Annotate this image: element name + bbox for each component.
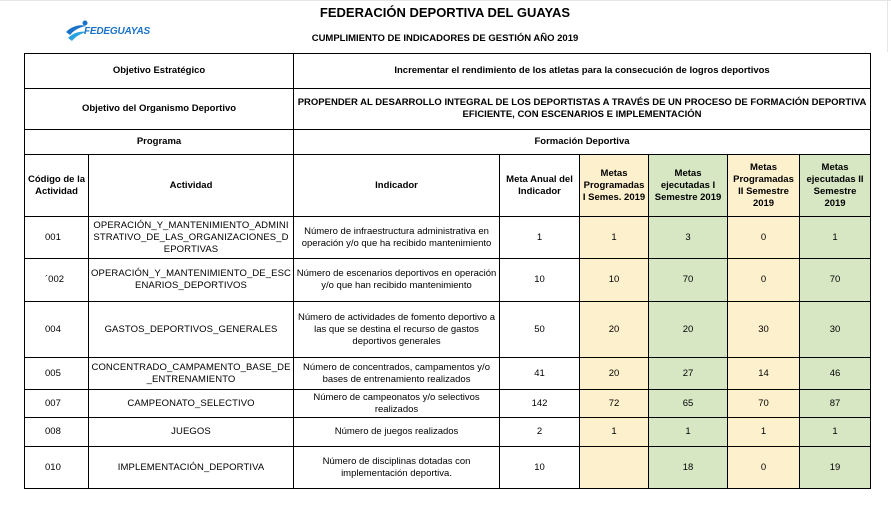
ejec-2-cell: 46 [800,358,871,390]
column-header: Metas ejecutadas I Semestre 2019 [649,155,728,217]
indicador-cell: Número de campeonatos y/o selectivos realizados [294,390,500,418]
codigo-cell: 007 [25,390,89,418]
ejec-1-cell: 18 [649,447,728,489]
organismo-label: Objetivo del Organismo Deportivo [25,89,294,130]
prog-2-cell: 30 [728,302,800,358]
page-subtitle: CUMPLIMIENTO DE INDICADORES DE GESTIÓN AÑO 2019 [311,33,579,44]
column-header: Metas ejecutadas II Semestre 2019 [800,155,871,217]
meta-anual-cell: 2 [500,418,580,447]
prog-2-cell: 0 [728,447,800,489]
actividad-cell: IMPLEMENTACIÓN_DEPORTIVA [89,447,294,489]
objetivo-value: Incrementar el rendimiento de los atletas para la consecución de logros deportivos [294,54,871,89]
codigo-cell: 008 [25,418,89,447]
objetivo-row [25,54,871,89]
table-row [25,358,871,390]
column-header: Código de la Actividad [25,155,89,217]
indicador-cell: Número de juegos realizados [294,418,500,447]
indicador-cell: Número de infraestructura administrativa en operación y/o que ha recibido mantenimiento [294,217,500,259]
ejec-1-cell: 27 [649,358,728,390]
actividad-cell: CAMPEONATO_SELECTIVO [89,390,294,418]
ejec-2-cell: 1 [800,217,871,259]
ejec-1-cell: 3 [649,217,728,259]
prog-2-cell: 0 [728,217,800,259]
logo-text: FEDEGUAYAS [84,26,150,37]
column-header: Metas Programadas I Semes. 2019 [580,155,649,217]
organismo-value: PROPENDER AL DESARROLLO INTEGRAL DE LOS DEPORTISTAS A TRAVÉS DE UN PROCESO DE FORMACIÓN DEPORTIVA EFICIENTE, CON ESCENARIOS E IMPLEMENTACIÓN [294,89,871,130]
table-row [25,390,871,418]
prog-1-cell: 1 [580,217,649,259]
table-row [25,259,871,302]
prog-1-cell: 20 [580,358,649,390]
ejec-1-cell: 1 [649,418,728,447]
codigo-cell: 005 [25,358,89,390]
programa-label: Programa [25,130,294,155]
sheet-top-border [0,0,891,1]
actividad-cell: GASTOS_DEPORTIVOS_GENERALES [89,302,294,358]
programa-value: Formación Deportiva [294,130,871,155]
ejec-1-cell: 20 [649,302,728,358]
programa-row [25,130,871,155]
sheet-right-border [887,0,888,52]
indicators-table [24,53,871,489]
meta-anual-cell: 1 [500,217,580,259]
meta-anual-cell: 50 [500,302,580,358]
actividad-cell: OPERACIÓN_Y_MANTENIMIENTO_DE_ESCENARIOS_DEPORTIVOS [89,259,294,302]
ejec-1-cell: 70 [649,259,728,302]
codigo-cell: 010 [25,447,89,489]
actividad-cell: CONCENTRADO_CAMPAMENTO_BASE_DE_ENTRENAMIENTO [89,358,294,390]
ejec-2-cell: 87 [800,390,871,418]
page-title: FEDERACIÓN DEPORTIVA DEL GUAYAS [319,5,571,20]
prog-1-cell: 1 [580,418,649,447]
table-row [25,217,871,259]
column-header: Meta Anual del Indicador [500,155,580,217]
ejec-2-cell: 1 [800,418,871,447]
meta-anual-cell: 142 [500,390,580,418]
indicador-cell: Número de escenarios deportivos en operación y/o que han recibido mantenimiento [294,259,500,302]
prog-1-cell: 20 [580,302,649,358]
table-row [25,447,871,489]
actividad-cell: JUEGOS [89,418,294,447]
prog-1-cell: 72 [580,390,649,418]
prog-1-cell [580,447,649,489]
prog-2-cell: 1 [728,418,800,447]
table-row [25,418,871,447]
actividad-cell: OPERACIÓN_Y_MANTENIMIENTO_ADMINISTRATIVO_DE_LAS_ORGANIZACIONES_DEPORTIVAS [89,217,294,259]
prog-2-cell: 14 [728,358,800,390]
objetivo-label: Objetivo Estratégico [25,54,294,89]
ejec-2-cell: 30 [800,302,871,358]
indicador-cell: Número de actividades de fomento deportivo a las que se destina el recurso de gastos deportivos generales [294,302,500,358]
ejec-2-cell: 70 [800,259,871,302]
column-header: Metas Programadas II Semestre 2019 [728,155,800,217]
codigo-cell: 001 [25,217,89,259]
meta-anual-cell: 10 [500,447,580,489]
meta-anual-cell: 10 [500,259,580,302]
column-header-row [25,155,871,217]
codigo-cell: 004 [25,302,89,358]
table-row [25,302,871,358]
indicador-cell: Número de concentrados, campamentos y/o bases de entrenamiento realizados [294,358,500,390]
codigo-cell: ´002 [25,259,89,302]
prog-1-cell: 10 [580,259,649,302]
column-header: Indicador [294,155,500,217]
ejec-2-cell: 19 [800,447,871,489]
prog-2-cell: 70 [728,390,800,418]
prog-2-cell: 0 [728,259,800,302]
column-header: Actividad [89,155,294,217]
organismo-row [25,89,871,130]
meta-anual-cell: 41 [500,358,580,390]
ejec-1-cell: 65 [649,390,728,418]
indicador-cell: Número de disciplinas dotadas con implementación deportiva. [294,447,500,489]
